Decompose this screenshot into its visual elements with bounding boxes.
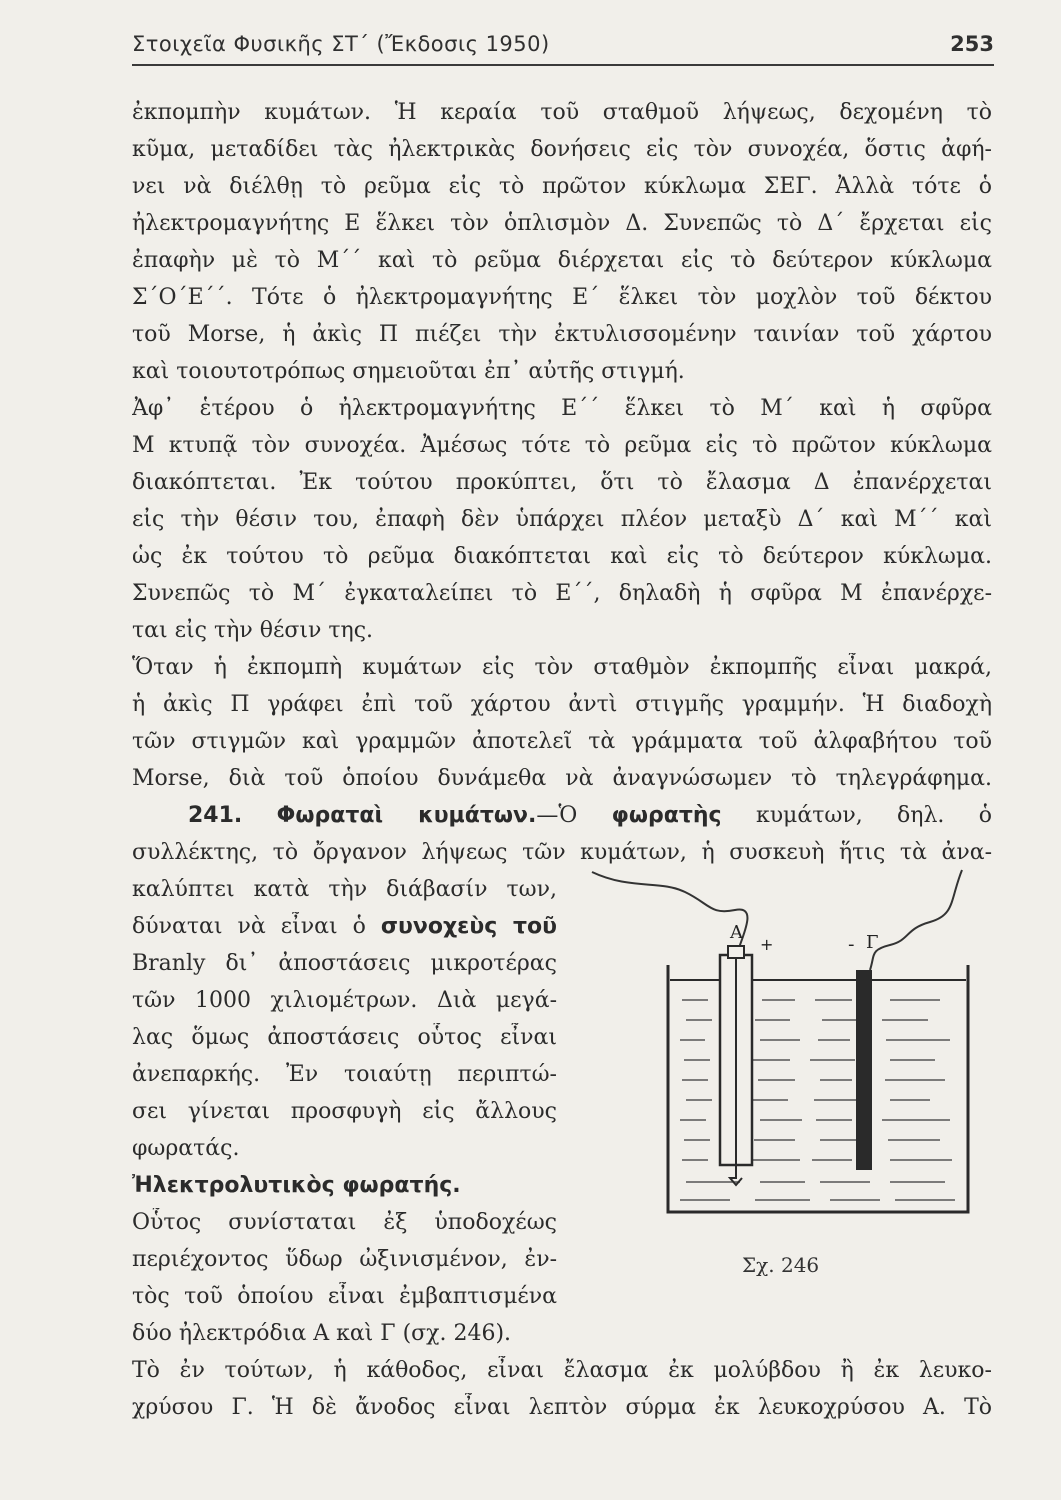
section-lead: —Ὁ [536, 803, 578, 828]
text-line: φωρατάς. [132, 1136, 240, 1161]
section-term: φωρατὴς [611, 803, 722, 828]
text-line: περιέχοντος ὕδωρ ὠξινισμένον, ἐν- [132, 1247, 557, 1272]
branly-term: συνοχεὺς τοῦ [380, 914, 557, 939]
text-line: δύο ἠλεκτρόδια Α καὶ Γ (σχ. 246). [132, 1321, 512, 1346]
text-line: τῶν 1000 χιλιομέτρων. Διὰ μεγά- [132, 988, 557, 1013]
text-line: καὶ τοιουτοτρόπως σημειοῦται ἐπ᾽ αὐτῆς στιγμή. [132, 359, 685, 384]
section-rest: κυμάτων, δηλ. ὁ [755, 803, 992, 828]
section-title: Φωραταὶ κυμάτων. [276, 803, 537, 828]
text-line [132, 912, 557, 942]
antenna-wire-g [870, 870, 962, 970]
text-line: Μ κτυπᾷ τὸν συνοχέα. Ἀμέσως τότε τὸ ρεῦμα εἰς τὸ πρῶτον κύκλωμα [132, 433, 992, 458]
label-g: Γ [866, 932, 879, 953]
text-line: ται εἰς τὴν θέσιν της. [132, 618, 374, 643]
subsection-title [132, 1171, 557, 1201]
header-title: Στοιχεῖα Φυσικῆς ΣΤ΄ (Ἔκδοσις 1950) [132, 32, 550, 56]
label-plus: + [760, 935, 774, 954]
subsection-title-text: Ἠλεκτρολυτικὸς φωρατής. [132, 1173, 461, 1198]
text-line: ἐπαφὴν μὲ τὸ Μ΄΄ καὶ τὸ ρεῦμα διέρχεται εἰς τὸ δεύτερον κύκλωμα [132, 248, 992, 273]
text-line: Branly δι᾽ ἀποστάσεις μικροτέρας [132, 951, 557, 976]
text-line: καλύπτει κατὰ τὴν διάβασίν των, [132, 877, 557, 902]
section-heading-line [188, 801, 992, 831]
text-line: Morse, διὰ τοῦ ὁποίου δυνάμεθα νὰ ἀναγνώσωμεν τὸ τηλεγράφημα. [132, 766, 992, 791]
text-line: σει γίνεται προσφυγὴ εἰς ἄλλους [132, 1099, 557, 1124]
figure-caption: Σχ. 246 [742, 1253, 820, 1277]
text-line: λας ὅμως ἀποστάσεις οὗτος εἶναι [132, 1025, 557, 1050]
text-line: Σ΄Ο΄Ε΄΄. Τότε ὁ ἠλεκτρομαγνήτης Ε΄ ἕλκει τὸν μοχλὸν τοῦ δέκτου [132, 285, 992, 310]
text-line: ἡ ἀκὶς Π γράφει ἐπὶ τοῦ χάρτου ἀντὶ στιγμῆς γραμμήν. Ἡ διαδοχὴ [132, 692, 992, 717]
text-line: διακόπτεται. Ἐκ τούτου προκύπτει, ὅτι τὸ ἔλασμα Δ ἐπανέρχεται [132, 470, 992, 495]
text-line: Τὸ ἐν τούτων, ἡ κάθοδος, εἶναι ἔλασμα ἐκ μολύβδου ἢ ἐκ λευκο- [132, 1358, 992, 1383]
text-line: Ἀφ᾽ ἑτέρου ὁ ἠλεκτρομαγνήτης Ε΄΄ ἕλκει τὸ Μ΄ καὶ ἡ σφῦρα [132, 396, 992, 421]
antenna-wire-a [592, 872, 747, 952]
electrolytic-detector-drawing [590, 860, 980, 1260]
text-line: τοῦ Morse, ἡ ἀκὶς Π πιέζει τὴν ἐκτυλισσομένην ταινίαν τοῦ χάρτου [132, 322, 992, 347]
page-number: 253 [950, 32, 994, 56]
text-line: ἐκπομπὴν κυμάτων. Ἡ κεραία τοῦ σταθμοῦ λήψεως, δεχομένη τὸ [132, 100, 992, 125]
label-minus: - [848, 934, 855, 955]
vessel [668, 965, 968, 1212]
section-number: 241. [188, 803, 243, 828]
running-header [132, 30, 994, 66]
text-segment: δύναται νὰ εἶναι ὁ [132, 914, 366, 939]
label-a: Α [730, 922, 743, 943]
text-line: κῦμα, μεταδίδει τὰς ἠλεκτρικὰς δονήσεις εἰς τὸν συνοχέα, ὅστις ἀφή- [132, 137, 992, 162]
text-line: νει νὰ διέλθῃ τὸ ρεῦμα εἰς τὸ πρῶτον κύκλωμα ΣΕΓ. Ἀλλὰ τότε ὁ [132, 174, 992, 199]
text-line: χρύσου Γ. Ἡ δὲ ἄνοδος εἶναι λεπτὸν σύρμα ἐκ λευκοχρύσου Α. Τὸ [132, 1395, 992, 1420]
text-line: ἀνεπαρκής. Ἐν τοιαύτῃ περιπτώ- [132, 1062, 557, 1087]
text-line: ἠλεκτρομαγνήτης Ε ἕλκει τὸν ὁπλισμὸν Δ. Συνεπῶς τὸ Δ΄ ἔρχεται εἰς [132, 211, 992, 236]
text-line: τὸς τοῦ ὁποίου εἶναι ἐμβαπτισμένα [132, 1284, 557, 1309]
text-line: Οὗτος συνίσταται ἐξ ὑποδοχέως [132, 1210, 557, 1235]
text-line: εἰς τὴν θέσιν του, ἐπαφὴ δὲν ὑπάρχει πλέον μεταξὺ Δ΄ καὶ Μ΄΄ καὶ [132, 507, 992, 532]
figure-electrolytic-detector [590, 860, 980, 1260]
text-line: Συνεπῶς τὸ Μ΄ ἐγκαταλείπει τὸ Ε΄΄, δηλαδὴ ἡ σφῦρα Μ ἐπανέρχε- [132, 581, 992, 606]
electrode-g-plate [856, 970, 872, 1170]
text-line: ὡς ἐκ τούτου τὸ ρεῦμα διακόπτεται καὶ εἰς τὸ δεύτερον κύκλωμα. [132, 544, 992, 569]
text-line: συλλέκτης, τὸ ὄργανον λήψεως τῶν κυμάτων, ἡ συσκευὴ ἥτις τὰ ἀνα- [132, 840, 992, 865]
text-line: Ὅταν ἡ ἐκπομπὴ κυμάτων εἰς τὸν σταθμὸν ἐκπομπῆς εἶναι μακρά, [132, 655, 992, 680]
text-line: τῶν στιγμῶν καὶ γραμμῶν ἀποτελεῖ τὰ γράμματα τοῦ ἀλφαβήτου τοῦ [132, 729, 992, 754]
